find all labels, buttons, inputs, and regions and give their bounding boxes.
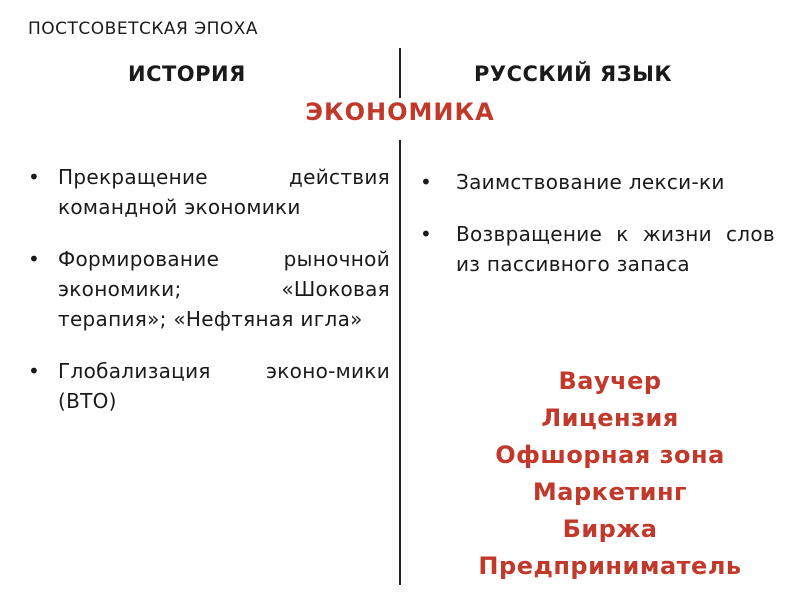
language-list (420, 167, 775, 301)
term-item: Предприниматель (478, 552, 742, 580)
column-divider-top (399, 48, 401, 98)
era-title: ПОСТСОВЕТСКАЯ ЭПОХА (28, 19, 259, 39)
term-item: Офшорная зона (495, 441, 725, 469)
bullet-icon: • (28, 359, 41, 383)
bullet-icon: • (28, 165, 41, 189)
list-item-text: Возвращение к жизни слов из пассивного запаса (456, 222, 775, 276)
list-item (28, 244, 390, 334)
list-item (28, 356, 390, 416)
bullet-icon: • (28, 247, 41, 271)
list-item-text: Прекращение действия командной экономики (58, 165, 390, 219)
bullet-icon: • (420, 222, 433, 246)
list-item (420, 219, 775, 279)
term-item: Маркетинг (532, 478, 688, 506)
term-item: Ваучер (558, 367, 662, 395)
term-item: Биржа (562, 515, 658, 543)
list-item-text: Глобализация эконо-мики (ВТО) (58, 359, 390, 413)
economic-terms (440, 363, 780, 585)
russian-language-heading: РУССКИЙ ЯЗЫК (474, 62, 673, 86)
list-item-text: Формирование рыночной экономики; «Шоковая терапия»; «Нефтяная игла» (58, 247, 390, 331)
list-item (420, 167, 775, 197)
list-item (28, 162, 390, 222)
history-heading: ИСТОРИЯ (128, 62, 246, 86)
history-list (28, 162, 390, 438)
column-divider-bottom (399, 140, 401, 585)
economy-title: ЭКОНОМИКА (305, 98, 495, 126)
term-item: Лицензия (541, 404, 679, 432)
list-item-text: Заимствование лекси-ки (456, 170, 725, 194)
bullet-icon: • (420, 170, 433, 194)
